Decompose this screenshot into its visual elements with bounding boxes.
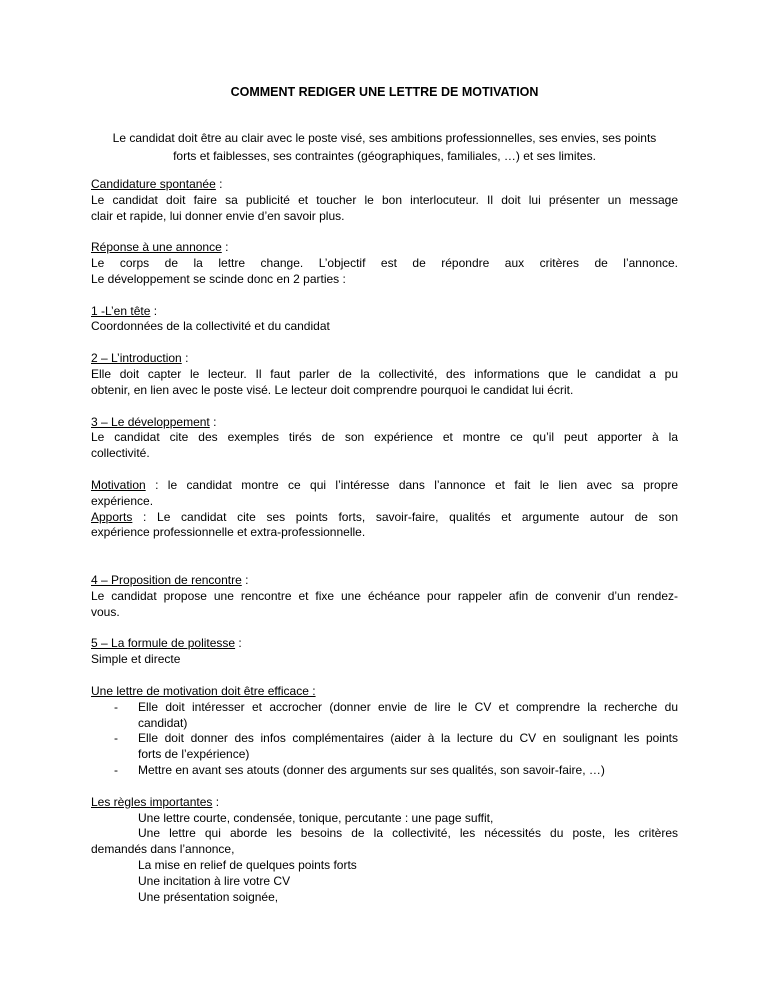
heading-suffix: : [150, 303, 158, 318]
section-heading [91, 478, 678, 494]
body-line: forts de l’expérience) [138, 747, 250, 762]
bullet-item [91, 731, 678, 763]
body-line: Le corps de la lettre change. L’objectif est de répondre aux critères de l’annonce. [91, 256, 678, 271]
body-line: Simple et directe [91, 652, 181, 667]
heading-suffix: : [221, 240, 229, 255]
section-heading [91, 573, 678, 589]
section-3 [91, 304, 678, 336]
heading-label: 5 – La formule de politesse [91, 636, 236, 651]
heading-suffix: : [212, 794, 220, 809]
heading-suffix: : [209, 414, 217, 429]
body-line: expérience professionnelle et extra-professionnelle. [91, 525, 366, 540]
heading-label: 2 – L’introduction [91, 351, 182, 366]
heading-label: 4 – Proposition de rencontre [91, 572, 242, 587]
section-heading [91, 795, 678, 811]
body-line: Le candidat doit faire sa publicité et toucher le bon interlocuteur. Il doit lui présenter un message [91, 192, 678, 207]
section-1 [91, 177, 678, 225]
document-page [91, 85, 678, 906]
heading-suffix: : [241, 572, 249, 587]
section-7 [91, 573, 678, 621]
body-line: Le candidat cite des exemples tirés de son expérience et montre ce qu’il peut apporter à la [91, 430, 678, 445]
section-heading [91, 240, 678, 256]
section-heading [91, 304, 678, 320]
heading-label: 3 – Le développement [91, 414, 210, 429]
bullet-item [91, 700, 678, 732]
body-line: candidat) [138, 715, 188, 730]
bullet-dash: - [114, 699, 118, 714]
body-line: expérience. [91, 493, 154, 508]
heading-label: Réponse à une annonce [91, 240, 222, 255]
body-line: Elle doit donner des infos complémentaires (aider à la lecture du CV en soulignant les points [138, 731, 678, 746]
rule-line: Une lettre courte, condensée, tonique, percutante : une page suffit, [138, 810, 494, 825]
section-heading [91, 415, 678, 431]
section-heading [91, 351, 678, 367]
heading-label: 1 -L’en tête [91, 303, 151, 318]
body-line: vous. [91, 604, 120, 619]
document-title: COMMENT REDIGER UNE LETTRE DE MOTIVATION [230, 85, 539, 99]
heading-label: Apports [91, 509, 133, 524]
heading-suffix: : [235, 636, 242, 651]
heading-label: Motivation [91, 477, 146, 492]
heading-label: Les règles importantes [91, 794, 213, 809]
body-line: Elle doit intéresser et accrocher (donner envie de lire le CV et comprendre la recherche du [138, 699, 678, 714]
intro-line: Le candidat doit être au clair avec le poste visé, ses ambitions professionnelles, ses envies, ses points [112, 130, 657, 145]
rule-line: La mise en relief de quelques points forts [138, 858, 357, 873]
body-line: Elle doit capter le lecteur. Il faut parler de la collectivité, des informations que le candidat a pu [91, 366, 678, 381]
section-2 [91, 240, 678, 288]
body-line: Le développement se scinde donc en 2 parties : [91, 271, 346, 286]
heading-suffix: : [181, 351, 189, 366]
heading-suffix: : le candidat montre ce qui l’intéresse dans l’annonce et fait le lien avec sa propre [145, 477, 678, 492]
section-heading [91, 636, 678, 652]
heading-label: Candidature spontanée [91, 176, 216, 191]
section-4 [91, 351, 678, 399]
body-line: Coordonnées de la collectivité et du candidat [91, 319, 330, 334]
section-heading [91, 177, 678, 193]
body-line: Le candidat propose une rencontre et fixe une échéance pour rappeler afin de convenir d’un rendez- [91, 588, 678, 603]
heading-suffix: : Le candidat cite ses points forts, savoir-faire, qualités et argumente autour de son [132, 509, 678, 524]
regles-section [91, 795, 678, 906]
body-line: obtenir, en lien avec le poste visé. Le lecteur doit comprendre pourquoi le candidat lui écrit. [91, 382, 574, 397]
rule-line: Une présentation soignée, [138, 889, 279, 904]
bullet-dash: - [114, 731, 118, 746]
rule-line: Une lettre qui aborde les besoins de la collectivité, les nécessités du poste, les critères [138, 826, 678, 841]
bullet-item [91, 763, 678, 779]
efficace-section [91, 684, 678, 779]
body-line: Mettre en avant ses atouts (donner des arguments sur ses qualités, son savoir-faire, …) [138, 763, 605, 778]
section-heading [91, 684, 678, 700]
rule-line: demandés dans l’annonce, [91, 842, 235, 857]
body-line: collectivité. [91, 446, 150, 461]
section-heading [91, 510, 678, 526]
intro-paragraph [91, 129, 678, 165]
section-6 [91, 478, 678, 541]
heading-label: Une lettre de motivation doit être efficace : [91, 683, 316, 698]
heading-suffix: : [215, 176, 223, 191]
section-5 [91, 415, 678, 463]
body-line: clair et rapide, lui donner envie d’en savoir plus. [91, 208, 345, 223]
section-8 [91, 636, 678, 668]
intro-line: forts et faiblesses, ses contraintes (géographiques, familiales, …) et ses limites. [173, 148, 596, 163]
rule-line: Une incitation à lire votre CV [138, 873, 291, 888]
bullet-dash: - [114, 763, 118, 778]
